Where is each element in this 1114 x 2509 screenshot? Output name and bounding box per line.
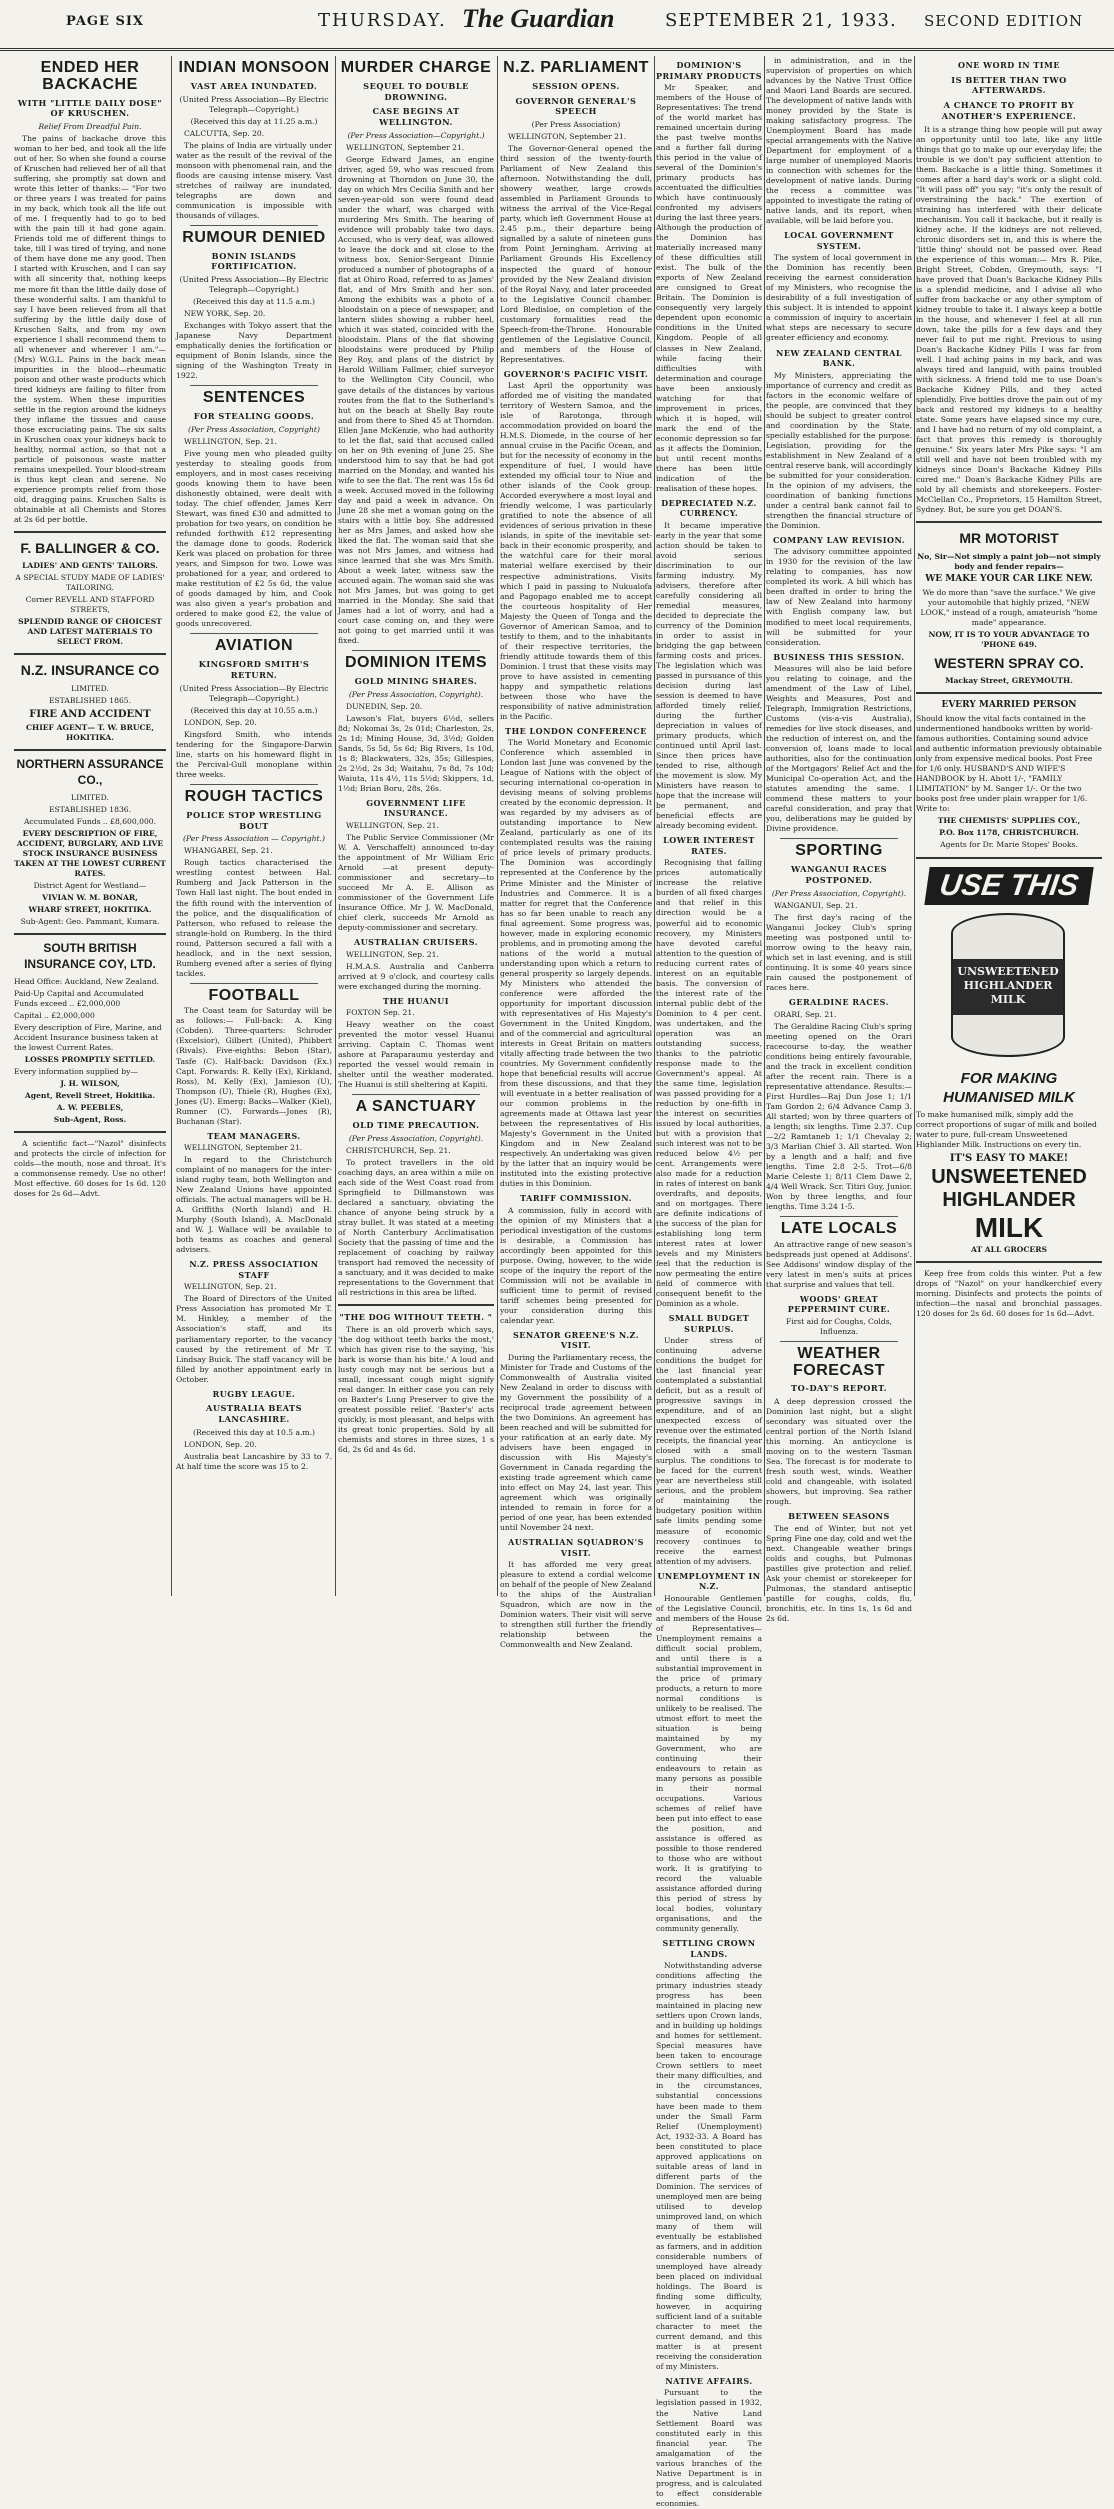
ad-line: CHIEF AGENT— T. W. BRUCE, HOKITIKA. bbox=[25, 723, 154, 743]
subheadline: FOR STEALING GOODS. bbox=[193, 411, 315, 422]
credit-line: (Per Press Association) bbox=[531, 120, 621, 130]
can-label: UNSWEETENED HIGHLANDER MILK bbox=[953, 959, 1063, 1015]
ad-line: WHARF STREET, HOKITIKA. bbox=[28, 905, 152, 914]
dateline: WELLINGTON, Sep. 21. bbox=[184, 437, 277, 447]
ad-line: Sub-Agent, Ross. bbox=[53, 1114, 127, 1124]
subheadline: SESSION OPENS. bbox=[532, 80, 620, 91]
article-body: The advisory committee appointed in 1930 for the revision of the law relating to companies, has now completed its work. A bill which has been drafted in order to bring the law of New Zealand into harmony with English company law, but modified to meet local requirements, will be submitted for your consideration. bbox=[766, 547, 912, 647]
ad-line: Paid-Up Capital and Accumulated Funds exceed .. £2,000,000 bbox=[14, 988, 144, 1008]
subheadline: OLD TIME PRECAUTION. bbox=[352, 1120, 480, 1131]
ad-woods-line: First aid for Coughs, Colds, Influenza. bbox=[785, 1316, 893, 1336]
ad-banner: USE THIS bbox=[924, 867, 1093, 905]
subheadline: GOVERNOR GENERAL'S SPEECH bbox=[515, 95, 637, 117]
ad-nz-insurance bbox=[14, 661, 166, 743]
divider bbox=[338, 1304, 494, 1306]
dateline: WELLINGTON, Sep. 21. bbox=[184, 1282, 277, 1292]
column-5 bbox=[656, 56, 763, 2508]
section-heading: BETWEEN SEASONS bbox=[788, 1511, 890, 1522]
ad-line: NOW, IT IS TO YOUR ADVANTAGE TO 'PHONE 649. bbox=[928, 629, 1090, 649]
dateline: LONDON, Sep. 20. bbox=[184, 717, 257, 727]
section-heading: NATIVE AFFAIRS. bbox=[665, 2375, 753, 2386]
subheadline: KINGSFORD SMITH'S RETURN. bbox=[198, 659, 310, 680]
ad-line: THE CHEMISTS' SUPPLIES COY., bbox=[937, 816, 1081, 826]
ad-line: LOSSES PROMPTLY SETTLED. bbox=[24, 1054, 156, 1064]
article-body: Australia beat Lancashire by 33 to 7. At half time the score was 15 to 2. bbox=[176, 1451, 332, 1471]
article-body: The pains of backache drove this woman to her bed, and took all the life out of her. So when she found a course of Kruschen had relieved her of all that suffering, she promptly sat down and wrote this letter of thanks:— "For two or three years I was treated for pains in my back, which took all the life out of me. I frequently had to go to bed with the pain till it had gone again. Friends told me of different things to take, till I was tired of trying, and none of them have done me any good. Then I started with Kruschen, and I can say with all sincerity that, nothing keeps me more fit than the little daily dose of these wonderful salts. I am thankful to say I have been relieved from all that suffering by the little daily dose of Kruschen Salts, and from my own experience I shall recommend them to all whenever and wherever I am."—(Mrs) W.G.L. Pains in the back mean impurities in the blood—rheumatic poison and other waste products which tired kidneys are failing to filter from the system. When these impurities settle in the region around the kidneys they inflame the tissues and cause those excruciating pains. The six salts in Kruschen coax your kidneys back to healthy, normal action, so that not a particle of poisonous waste matter remains unexpelled. Your blood-stream is thus kept clean and serene. No experience prompts relief from those old, dragging pains. Kruschen Salts is obtainable at all Chemists and Stores at 2s 6d per bottle. bbox=[14, 134, 166, 524]
ad-line: P.O. Box 1178, CHRISTCHURCH. bbox=[939, 828, 1079, 838]
headline-dominion-items: DOMINION ITEMS bbox=[344, 653, 488, 671]
article-body: The system of local government in the Dominion has recently been receiving the earnest consideration of my Ministers, who recognise the desirability of a full investigation of this subject. It is intended to appoint a commission of inquiry to ascertain what steps are necessary to secure greater efficiency and economy. bbox=[766, 253, 912, 343]
article-body: in administration, and in the supervision of properties on which advances by the Native Trust Office and Maori Land Boards are secured. The development of native lands with money provided by the State is making satisfactory progress. The Unemployment Board has made special arrangements with the Native Department for employment of a large number of unemployed Maoris in connection with schemes for the development of native lands. During the recess a committee was appointed to investigate the rating of native lands, and its report, when available, will be laid before you. bbox=[766, 56, 912, 226]
article-body: It became imperative early in the year that some action should be taken to avoid serious discrimination to our farming industry. My advisers, therefore after carefully considering all remedial measures, decided to depreciate the currency of the Dominion in order to assist in bridging the gap between farming costs and prices. The legislation which was passed in pursuance of this decision during last session is deemed to have afforded timely relief, during the further depreciation in values of primary products, which continued until April last. Since then prices have tended to rise, although the movement is slow. My Ministers have reason to hope that the increase will be permanent, and beneficial effects are already becoming evident. bbox=[656, 520, 762, 831]
column-rule bbox=[764, 56, 765, 1596]
article-body: Last April the opportunity was afforded me of visiting the mandated territory of Western Samoa, and the isle of Rarotonga, through accommodation provided on board the H.M.S. Diomede, in the course of her annual cruise in the Pacific Ocean, and but for the necessity of economy in the expenditure of fuel, I would have extended my official tour to Niue and other islands of the Cook group. Accorded everywhere a most loyal and friendly welcome, I was particularly gratified to note the absence of all evidences of serious privation in these islands, in spite of the inevitable set-back in their economic prosperity, and the watchful care for their moral material welfare exercised by their respective administrations. Visits which I paid in passing to Nukualofa and Pagopago enabled me to accept the courteous hospitality of Her Majesty the Queen of Tonga and the Governor of American Samoa, and to testify to them, and to the inhabitants of their respective territories, the friendly attitude towards them of this Dominion. I trust that these visits may prove to have assisted in cementing happy and sympathetic relations between those who have the responsibility of native administration in the Pacific. bbox=[500, 381, 652, 721]
divider bbox=[14, 749, 166, 751]
ad-line: A. W. PEEBLES, bbox=[56, 1102, 124, 1112]
dateline: ORARI, Sep. 21. bbox=[774, 1009, 837, 1019]
section-heading: NEW ZEALAND CENTRAL BANK. bbox=[776, 347, 902, 369]
headline-late-locals: LATE LOCALS bbox=[780, 1219, 898, 1237]
section-heading: THE HUANUI bbox=[383, 995, 449, 1006]
section-heading: ONE WORD IN TIME bbox=[958, 60, 1060, 70]
section-heading: LOWER INTEREST RATES. bbox=[663, 835, 755, 856]
ad-baxters-title: "THE DOG WITHOUT TEETH. " bbox=[339, 1312, 493, 1323]
subheadline: WANGANUI RACES POSTPONED. bbox=[791, 864, 887, 885]
ad-line: Every description of Fire, Marine, and Accident Insurance business taken at the lowest Current Rates. bbox=[14, 1022, 162, 1052]
ad-baxters-body: There is an old proverb which says, 'the dog without teeth barks the most,' which has given rise to the saying, 'his bark is worse than his bite.' A loud and lusty cough may not be serious but a small, incessant cough might signify real danger. In either case you can rely on Baxter's Lung Preserver to give the greatest possible relief. 'Baxter's' acts quickly, is most pleasant, and helps with its great tonic properties. Sold by all chemists and stores in three sizes, 1 s 6d, 2s 6d and 4s 6d. bbox=[338, 1324, 494, 1454]
article-body: The Governor-General opened the third session of the twenty-fourth Parliament of New Zealand this afternoon. Notwithstanding the dull, showery weather, large crowds assembled in Parliament Grounds to witness the arrival of the Vice-Regal party, which left Government House at 2.45 p.m., their departure being signalled by a salute of nineteen guns from Point Jerningham. Arriving at Parliament Grounds His Excellency inspected the guard of honour provided by the New Zealand division of the Royal Navy, and later proceeded to the Legislative Council chamber. Lord Bledisloe, on completion of the customary formalities read the Speech-from-the-Throne. Honourable gentlemen of the Legislative Council, and members of the House of Representatives. bbox=[500, 144, 652, 364]
subheadline: SEQUEL TO DOUBLE DROWNING. bbox=[363, 80, 469, 102]
dateline: WELLINGTON, September 21. bbox=[346, 143, 465, 153]
subheadline: GOLD MINING SHARES. bbox=[354, 675, 478, 686]
headline-rough-tactics: ROUGH TACTICS bbox=[184, 787, 324, 805]
ad-line: Mackay Street, GREYMOUTH. bbox=[945, 676, 1073, 686]
page-number: PAGE SIX bbox=[66, 14, 145, 29]
ad-line: IT'S EASY TO MAKE! bbox=[949, 1153, 1069, 1165]
article-body: The World Monetary and Economic Conference which assembled in London last June was convened by the League of Nations with the object of securing international co-operation in devising means of solving problems created by the economic depression. It was regarded by my advisers as of outstanding importance to New Zealand, particularly as one of its contemplated results was the raising of price levels of primary products. The Dominion was accordingly represented at the Conference by the Prime Minister and the Minister of Industries and Commerce. It is a matter for regret that the Conference has so far been unable to reach any final agreement. Some progress was, however, made in exploring economic problems, and in promoting among the nations of the world a mutual understanding upon which a return to general prosperity so largely depends. My Ministers who attended the conference were afforded the opportunity for important discussion with representatives of His Majesty's Government in the United Kingdom, and of the commercial and agricultural interests in Great Britain on matters vitally affecting trade between the two countries. My Government confidently hope that beneficial results will accrue from these discussions, and that they will eventuate in a better realisation of our common problems in the agreements made at Ottawa last year between the representatives of His Majesty's Government in the United Kingdom and in New Zealand respectively. An undertaking was given by the latter that an inquiry would be instituted into the existing protective duties in this Dominion. bbox=[500, 738, 652, 1188]
column-2 bbox=[176, 56, 332, 1596]
ad-line: Agents for Dr. Marie Stopes' Books. bbox=[940, 840, 1078, 850]
divider bbox=[14, 933, 166, 935]
dateline: NEW YORK, Sep. 20. bbox=[184, 309, 266, 319]
article-body: A commission, fully in accord with the opinion of my Ministers that a periodical investigation of the customs is desirable, a Commission has accordingly been appointed for this purpose. Owing, however, to the wide scope of the inquiry the report of the Commission will not be available in sufficient time to permit of revised tariff schemes being presented for your consideration during this calendar year. bbox=[500, 1205, 652, 1325]
subheadline: BONIN ISLANDS FORTIFICATION. bbox=[211, 250, 297, 272]
ad-line: Head Office: Auckland, New Zealand. bbox=[14, 976, 159, 986]
section-heading: BUSINESS THIS SESSION. bbox=[773, 651, 905, 662]
divider bbox=[190, 784, 318, 785]
dateline: FOXTON Sep. 21. bbox=[346, 1008, 415, 1018]
credit-line: (Per Press Association, Copyright). bbox=[348, 689, 484, 699]
article-body: The plains of India are virtually under water as the result of the revival of the monsoon with phenomenal rain, and the floods are causing intense misery. Vast stretches of railway are inundated, telegraphs are down and communication is impossible with thousands of villages. bbox=[176, 140, 332, 220]
ad-line: ESTABLISHED 1865. bbox=[48, 695, 132, 705]
section-heading: RUGBY LEAGUE. bbox=[212, 1388, 296, 1399]
ad-ballinger bbox=[14, 539, 166, 648]
headline-murder-charge: MURDER CHARGE bbox=[340, 59, 492, 76]
article-body: The Coast team for Saturday will be as follows:— Full-back: A. King (Cobden). Three-quarters: Schroder (Excelsior), Gilbert (United), Phibbert (Rivals). Five-eighths: Bebon (Star), Tasfe (C). Half-back: Davidson (Ex.) Capt. Forwards: R. Kelly (Ex), Kirkland, Ross), M. Kelly (Ex), Jamieson (U), Thompson (U), Thiele (R), Hughes (Ex), Jones (U). Emerg: Backs—Walker (Kiel), Rumner (C). Forwards—Jones (R), Buchanan (Star). bbox=[176, 1006, 332, 1126]
ad-line: HIGHLANDER bbox=[942, 1189, 1076, 1212]
ad-line: Corner REVELL AND STAFFORD STREETS, bbox=[25, 595, 155, 615]
divider bbox=[190, 225, 318, 226]
ad-nazol: A scientific fact—"Nazol" disinfects and protects the circle of infection for colds—the mouth, nose and throat. It's a commonsense remedy. Use no other! Most effective. 60 doses for 1s 6d. 120 doses for 2s 6d—Advt. bbox=[14, 1138, 166, 1198]
section-heading: LOCAL GOVERNMENT SYSTEM. bbox=[784, 230, 894, 251]
ad-line: J. H. WILSON, bbox=[60, 1078, 120, 1088]
article-body: George Edward James, an engine driver, aged 59, who was rescued from drowning at Thorndon on June 30, the day on which Mrs Cecilia Smith and her seven-year-old son were found dead under the wharf, was charged with murdering Mrs Smith. The hearing of evidence will probably take two days. Accused, who is very deaf, was allowed to leave the dock and sit close to the witness box. Senior-Sergeant Dinnie produced a number of photographs of a flat at Ohiro Road, referred to as James' flat, and of Mrs Smith and her son. Among the exhibits was a photo of a bloodstain on a piece of newspaper, and lantern slides showing a rubber heel, which it was stated, coincided with the bloodstain. Plans of the flat showing bloodstains were produced by Philip Bey Roy, and plans of the district by Harold William Fallmer, chief surveyor to the Wellington City Council, who gave details of the distances by various routes from the flat to the Sutherland's hut on the beach at Shelly Bay route and from there to Shed 45 at Thorndon. Ellen Jane McKenzie, who had authority to let the flat, said that accused called on her on 9th evening of June 25. She understood him to say that he had got married on the Monday, and wanted his wife to see the flat. The rent was 15s 6d a week. Accused moved in the following day and paid a week in advance. On June 28 she met a woman going on the stairs with a little boy. She addressed her as Mrs James, and asked how she liked the flat. The woman said that she was not Mrs James, and witness had since learned that she was Mrs Smith. About a week later, witness saw the accused again. The woman said she was not Mrs James, but was going to get married in the Monday. She said that James had a lot of worry, and had a court case coming on, and they were not going to get married until it was fixed. bbox=[338, 155, 494, 645]
dateline: DUNEDIN, Sep. 20. bbox=[346, 701, 423, 711]
column-rule bbox=[497, 56, 498, 1596]
ad-title: MR MOTORIST bbox=[959, 530, 1059, 547]
section-heading: SMALL BUDGET SURPLUS. bbox=[668, 1313, 750, 1334]
subheadline: A CHANCE TO PROFIT BY ANOTHER'S EXPERIENCE. bbox=[941, 100, 1077, 122]
article-body: H.M.A.S. Australia and Canberra arrived at 9 o'clock, and courtesy calls were exchanged during the morning. bbox=[338, 961, 494, 991]
article-body: Notwithstanding adverse conditions affecting the primary industries steady progress has been maintained in placing new settlers upon Crown lands, and in building up holdings and homes for settlement. Special measures have been taken to encourage Crown settlers to meet their many difficulties, and in the circumstances, substantial concessions have been made to them under the Small Farm Relief (Unemployment) Act, 1932-33. A Board has been constituted to place approved applications on suitable areas of land in different parts of the Dominion. The services of unemployed men are being utilised to develop unimproved land, on which many of them will eventually be established as farmers, and in addition considerable numbers of unemployed have already been placed on individual holdings. The Board is finding some difficulty, however, in acquiring sufficient land of a suitable character to meet the current demand, and this matter is at present receiving the consideration of my Ministers. bbox=[656, 1961, 762, 2371]
subheadline: TO-DAY'S REPORT. bbox=[791, 1383, 887, 1394]
ad-line: LADIES' AND GENTS' TAILORS. bbox=[22, 561, 158, 571]
credit-line: (Per Press Association, Copyright) bbox=[188, 425, 320, 435]
ad-line: Every information supplied by— bbox=[14, 1066, 138, 1076]
ad-line: SPLENDID RANGE OF CHOICEST AND LATEST MATERIALS TO SELECT FROM. bbox=[18, 617, 162, 647]
article-body: Heavy weather on the coast prevented the motor vessel Huanui arriving. Captain C. Thomas went ashore at Paraparaumu yesterday and reported the vessel would remain in shelter until the weather moderated. The Huanui is still sheltering at Kapiti. bbox=[338, 1020, 494, 1090]
article-body: Pursuant to the legislation passed in 1932, the Native Land Settlement Board was constituted early in this financial year. The amalgamation of the various branches of the Native Department is in progress, and is calculated to effect considerable economies. bbox=[656, 2388, 762, 2508]
milk-can-icon bbox=[951, 913, 1065, 1057]
dateline: CHRISTCHURCH, Sep. 21. bbox=[346, 1145, 451, 1155]
received-line: (Received this day at 10.5 a.m.) bbox=[192, 1427, 315, 1437]
ad-title: N.Z. INSURANCE CO bbox=[20, 662, 160, 679]
dateline: WANGANUI, Sep. 21. bbox=[774, 900, 858, 910]
column-rule bbox=[335, 56, 336, 1596]
credit-line: (United Press Association—By Electric Telegraph—Copyright.) bbox=[179, 94, 329, 114]
ad-title: SOUTH BRITISH INSURANCE COY, LTD. bbox=[24, 941, 156, 971]
section-heading: SENATOR GREENE'S N.Z. VISIT. bbox=[513, 1329, 639, 1351]
subheadline: POLICE STOP WRESTLING BOUT bbox=[186, 809, 322, 831]
divider bbox=[14, 531, 166, 533]
headline-indian-monsoon: INDIAN MONSOON bbox=[178, 59, 330, 76]
divider bbox=[352, 1094, 480, 1095]
section-heading: COMPANY LAW REVISION. bbox=[772, 534, 906, 545]
subheadline: IS BETTER THAN TWO AFTERWARDS. bbox=[951, 74, 1067, 96]
section-heading: AUSTRALIAN CRUISERS. bbox=[354, 936, 478, 947]
ad-line: EVERY DESCRIPTION OF FIRE, ACCIDENT, BURGLARY, AND LIVE STOCK INSURANCE BUSINESS TAKEN AT THE LOWEST CURRENT RATES. bbox=[14, 828, 166, 878]
section-heading: GOVERNOR'S PACIFIC VISIT. bbox=[503, 368, 649, 379]
ad-line: No, Sir—Not simply a paint job—not simply body and fender repairs— bbox=[917, 551, 1101, 571]
ad-line: FIRE AND ACCIDENT bbox=[29, 708, 151, 720]
ad-line: District Agent for Westland— bbox=[33, 880, 147, 890]
article-body: The Public Service Commissioner (Mr W. A. Verschaffelt) announced to-day the appointment of Mr William Eric Arnold —at present deputy-commissioner and secretary—to succeed Mr A. E. Allison as commissioner of the Government Life Insurance Office. Mr J. W. MacDonald, chief clerk, succeeds Mr Arnold as deputy-commissioner and secretary. bbox=[338, 832, 494, 932]
ad-title: EVERY MARRIED PERSON bbox=[941, 700, 1077, 711]
credit-line: (Per Press Association, Copyright). bbox=[771, 888, 907, 898]
section-heading: GOVERNMENT LIFE INSURANCE. bbox=[366, 797, 466, 819]
ad-line: LIMITED. bbox=[71, 683, 109, 693]
column-3 bbox=[338, 56, 494, 1596]
article-body: Measures will also be laid before you relating to coinage, and the amendment of the Law of Libel, Weights and Measures, Post and Telegraph, Immigration Restrictions, Customs (vis-a-vis Australia), remedies for live stock diseases, and the reduction of interest on, and the conversion of, loans made to local authorities, also for the continuation of the Mortgagors' Relief Act and the Municipal Co-operation Act, and the statutes amending the same. I commend these matters to your careful consideration, and pray that you, deliberations may be guided by Divine providence. bbox=[766, 664, 912, 834]
masthead-day: THURSDAY. bbox=[318, 10, 447, 31]
article-body: Rough tactics characterised the wrestling contest between Hal. Rumberg and Jack Patterson in the Town Hall last night. The bout ended in the fifth round with the intervention of the police, and the disqualification of Patterson, who refused to release the strangle-hold on Rumberg. In the third round, Patterson secured a fall with a headlock, and in the next session, Rumberg evened after a series of flying tackles. bbox=[176, 858, 332, 978]
ad-mr-motorist bbox=[916, 529, 1102, 686]
article-body: During the Parliamentary recess, the Minister for Trade and Customs of the Commonwealth of Australia visited New Zealand in order to discuss with my Government the possibility of a reciprocal trade agreement between the two Dominions. An agreement has been reached and will be submitted for your ratification at an early date. My advisers have been engaged in discussion with His Majesty's Government in Canada regarding the existing trade agreement which came into effect on May 24, last year. This agreement which was originally intended to remain in force for a period of one year, has been extended until November 24 next. bbox=[500, 1352, 652, 1533]
credit-line: (Per Press Association — Copyright.) bbox=[183, 834, 325, 844]
ad-woods-title: WOODS' GREAT PEPPERMINT CURE. bbox=[787, 1293, 891, 1315]
section-heading: DOMINION'S PRIMARY PRODUCTS bbox=[656, 60, 763, 81]
article-body: My Ministers, appreciating the importance of currency and credit as factors in the economic welfare of the people, are convinced that they should be subject to greater control and coordination by the State, specially established for the purpose. Legislation, providing for the establishment in New Zealand of a central reserve bank, will accordingly be submitted for your consideration. In the opinion of my advisers, the coordination of banking functions under a central bank cannot fail to strengthen the financial structure of the Dominion. bbox=[766, 370, 912, 530]
caption: Relief From Dreadful Pain. bbox=[38, 122, 142, 132]
headline-nz-parliament: N.Z. PARLIAMENT bbox=[503, 59, 649, 76]
headline-sporting: SPORTING bbox=[795, 842, 883, 860]
headline-football: FOOTBALL bbox=[208, 986, 300, 1004]
ad-every-married-person bbox=[916, 700, 1102, 850]
dateline: WHANGAREI, Sep. 21. bbox=[184, 846, 273, 856]
ad-line: A SPECIAL STUDY MADE OF LADIES' TAILORING. bbox=[15, 573, 165, 593]
article-body: Five young men who pleaded guilty yesterday to stealing goods from employers, and in most cases receiving goods knowing them to have been dishonestly obtained, were dealt with today. The chief offender, James Kerr Stewart, was fined £30 and admitted to probation for two years, on condition he refunded forthwith £12 representing the damage done to goods. Roderick Kerk was placed on probation for three years, and Simpson for two. Lowe was probationed for a year, and ordered to make restitution of £2 5s 6d, the value of goods damaged by him, and Cook was also given a year's probation and ordered to make good £2, the value of goods unrecovered. bbox=[176, 449, 332, 629]
dateline: WELLINGTON, September 21. bbox=[508, 132, 627, 142]
headline-a-sanctuary: A SANCTUARY bbox=[355, 1098, 477, 1116]
divider bbox=[780, 838, 898, 839]
dateline: LONDON, Sep. 20. bbox=[184, 1439, 257, 1449]
ad-line: MILK bbox=[974, 1212, 1044, 1244]
received-line: (Received this day at 10.55 a.m.) bbox=[190, 705, 318, 715]
article-body: It is a strange thing how people will put away an opportunity until too late, like any little things that go to make up our everyday life; the trouble is we don't pay sufficient attention to them. Backache is a little thing. Sometimes it comes after a hard day's work or a slight cold. "It will pass off" you say; "it's only the result of overstraining the back." The exertion of straining has interfered with their delicate mechanism. You call it backache, but it really is kidney ache. If the kidneys are not relieved, chronic disorders set in, and this is where the 'little thing' should not be passed over. Read the experience of this woman:— Mrs R. Pike, Bright Street, Cobden, Greymouth, says: "I have proved that Doan's Backache Kidney Pills is a splendid medicine, and I advise all who suffer from backache or any other symptom of kidney trouble to take it. I always keep a bottle in the house, and whenever I feel at all run down, take the pills for a few days and they never fail to put me right. Previous to using Doan's Backache Kidney Pills I was far from well. I had aching pains in my back, and was always tired and languid, with pains troubled with sickness. A friend told me to use Doan's Backache Kidney Pills, and they acted splendidly. Five bottles drove the pain out of my back and restored my kidneys to a healthy state. Some years have elapsed since my cure, and I have had no return of my old complaint, a fact that proves this remedy is thoroughly genuine." Six years later Mrs Pike says: "I am still well and have not been troubled with my kidneys since Doan's Backache Kidney Pills cured me." Doan's Backache Kidney Pills are sold by all chemists and storekeepers. Foster-McClellan Co., Proprietors, 15 Hamilton Street, Sydney. But, be sure you get DOAN'S. bbox=[916, 124, 1102, 515]
subheadline: VAST AREA INUNDATED. bbox=[190, 80, 318, 91]
section-heading: TEAM MANAGERS. bbox=[207, 1130, 301, 1141]
divider bbox=[916, 857, 1102, 859]
article-body: To protect travellers in the old coaching days, an area within a mile on each side of the West Coast road from Springfield to Dillmanstown was declared a sanctuary, obviating the chance of anyone being struck by a stray bullet. It was stated at a meeting of North Canterbury Acclimatisation Society that the passing of time and the replacement of coaching by railway transport had removed the necessity of a sanctuary, and it was decided to make representations to the Government that all restrictions in this area be lifted. bbox=[338, 1157, 494, 1298]
milk-can-illustration bbox=[921, 865, 1097, 1065]
headline-rumour-denied: RUMOUR DENIED bbox=[182, 228, 326, 246]
article-body: Kingsford Smith, who intends tendering for the Singapore-Darwin line, starts on his homeward flight in the Percival-Gull monoplane within three weeks. bbox=[176, 729, 332, 779]
ad-south-british bbox=[14, 941, 166, 1125]
column-6 bbox=[766, 56, 912, 1624]
divider bbox=[916, 1261, 1102, 1263]
ad-line: Sub-Agent: Geo. Pammant, Kumara. bbox=[20, 917, 160, 927]
ad-line: We do more than "save the surface." We give your automobile that highly prized, "NEW LOOK," instead of a rough, amateurish "home made" appearance. bbox=[920, 587, 1098, 627]
divider bbox=[14, 653, 166, 655]
edition-label: SECOND EDITION bbox=[924, 12, 1084, 30]
divider bbox=[190, 983, 318, 984]
ad-line: Capital .. £2,000,000 bbox=[14, 1010, 95, 1020]
column-7 bbox=[916, 56, 1102, 1596]
article-body: The end of Winter, but not yet Spring Fine one day, cold and wet the next. Changeable weather brings colds and coughs, but Pulmonas pastilles give protection and relief. Ask your chemist or storekeeper for Pulmonas, the standard antiseptic pastille for coughs, colds, flu, bronchitis, etc. In tins 1s, 1s 6d and 2s 6d. bbox=[766, 1523, 912, 1624]
ad-northern-assurance bbox=[14, 757, 166, 927]
subheadline: AUSTRALIA BEATS LANCASHIRE. bbox=[205, 1403, 302, 1424]
masthead bbox=[0, 0, 1114, 51]
ad-line: Should know the vital facts contained in the undermentioned handbooks written by world-famous authorities. Containing sound advice and authentic information previously obtainable only from expensive medical books. Post Free for 1/6 only. HUSBAND'S AND WIFE'S HANDBOOK by H. Abott 1/-, "FAMILY LIMITATION" by M. Sanger 1/-. Or the two books post free under plain wrapper for 1/6. Write to: bbox=[916, 714, 1102, 814]
ad-line: Accumulated Funds .. £8,600,000. bbox=[23, 816, 157, 826]
article-body: Mr Speaker, and members of the House of Representatives: The trend of the world market has remained uncertain during the past twelve months and a further fall during this period in the value of several of the Dominion's primary products has accentuated the difficulties which have continuously confronted my advisers during the last three years. Although the production of the Dominion has materially increased many of these difficulties still exist. The bulk of the exports of New Zealand are consigned to Great Britain. The Dominion is consequently very largely dependent upon economic conditions in the United Kingdom. People of all classes in New Zealand, while facing their difficulties with determination and courage have been anxiously watching for that improvement in prices, which it is hoped, will mark the end of the economic depression so far as it affects the Dominion, but until recent months there has been little indication of the realisation of these hopes. bbox=[656, 83, 762, 493]
column-rule bbox=[654, 56, 655, 1596]
dateline: WELLINGTON, Sep. 21. bbox=[346, 820, 439, 830]
section-heading: N.Z. PRESS ASSOCIATION STAFF bbox=[189, 1259, 319, 1280]
dateline: WELLINGTON, Sep. 21. bbox=[346, 949, 439, 959]
article-body: The Board of Directors of the United Press Association has promoted Mr T. M. Hinkley, a member of the Association's staff, and its parliamentary reporter, to the vacancy caused by the retirement of Mr T. Lindsay Buick. The staff vacancy will be filled by another appointment early in October. bbox=[176, 1294, 332, 1384]
ad-line: Agent, Revell Street, Hokitika. bbox=[24, 1090, 156, 1100]
article-body: A deep depression crossed the Dominion last night, but a slight secondary was situated over the central portion of the North Island this morning. An anticyclone is moving on to the western Tasman Sea. The forecast is for moderate to fresh south west, winds. Weather cold and changeable, with isolated showers, but improving. Sea rather rough. bbox=[766, 1397, 912, 1507]
article-body: The Geraldine Racing Club's spring meeting opened on the Orari racecourse to-day, the weather conditions being entirely favourable, and the track in excellent condition after the recent rain. There is a representative attendance. Results:— First Hurdles—Raj Dun Jose 1; 1/1 Tam Gordon 2; 6/4 Advance Camp 3. All started; won by three quarters of a length; six lengths. Time 2.37. Cup—2/2 Ramtaneb 1; 1/1 Chevalay 2; 3/3 Marlian Chief 3. All started. Won by a length and a half; and five lengths. Time 2.8 2-5. Trot—6/8 Marie Celeste 1; 8/11 Clem Dawe 2, 4/4 Well Wrack. Scr. Titiri Guy, Junior. Won by three lengths, and four lengths. Time 3.24 1-5. bbox=[766, 1021, 912, 1211]
ad-nazol: Keep free from colds this winter. Put a few drops of "Nazol" on your handkerchief every morning. Disinfects and protects the points of infection—the nasal and bronchial passages. 120 doses for 2s 6d. 60 doses for 1s 6d—Advt. bbox=[916, 1268, 1102, 1318]
headline-aviation: AVIATION bbox=[214, 637, 294, 655]
article-body: Recognising that falling prices automatically increase the relative burden of all fixed charges and that relief in this direction would be a powerful aid to economic recovery, my Ministers have devoted careful attention to the question of reducing current rates of interest on an equitable basis. The conversion of the interest rate of the internal public debt of the Dominion to 4 per cent. was undertaken, and the operation was an outstanding success, thanks to the patriotic response made to the Government's appeal. At the same time, legislation was passed providing for a reduction by one-fifth in the interest on securities issued by local authorities, but with a provision that such interest was not to be reduced below 4½ per cent. Arrangements were also made for a reduction in rates of interest on bank overdrafts, and deposits, and on mortgages. There are definite indications of the success of the plan for establishing long term interest rates at lower levels and my Ministers feel that the reduction is now permeating the entire field of commerce with consequent benefit to the Dominion as a whole. bbox=[656, 858, 762, 1309]
ad-line: AT ALL GROCERS bbox=[970, 1244, 1048, 1254]
headline-sentences: SENTENCES bbox=[202, 389, 306, 407]
ad-line: To make humanised milk, simply add the correct proportions of sugar of milk and boiled water to pure, full-cream Unsweetened Highlander Milk. Instructions on every tin. bbox=[916, 1110, 1097, 1150]
divider bbox=[352, 650, 480, 651]
divider bbox=[190, 385, 318, 386]
headline-weather-forecast: WEATHER FORECAST bbox=[793, 1344, 885, 1379]
credit-line: (Per Press Association, Copyright). bbox=[348, 1133, 484, 1143]
article-body: Under stress of continuing adverse conditions the budget for the last financial year contemplated a substantial deficit, but as a result of progressive savings in expenditure, and of an unexpected excess of revenue over the estimated receipts, the financial year closed with a small surplus. The conditions to be faced for the current year are nevertheless still serious, and the problem of maintaining the budgetary position within safe limits pending some measure of economic recovery continues to receive the earnest attention of my advisers. bbox=[656, 1336, 762, 1566]
credit-line: (United Press Association—By Electric Telegraph—Copyright.) bbox=[179, 275, 329, 295]
section-heading: GERALDINE RACES. bbox=[789, 996, 889, 1007]
subheadline: CASE BEGINS AT WELLINGTON. bbox=[372, 106, 460, 128]
article-body: Exchanges with Tokyo assert that the Japanese Navy Department emphatically denies the fortification or equipment of Bonin Islands, since the signing of the Washington Treaty in 1922. bbox=[176, 321, 332, 381]
ad-line: VIVIAN W. M. BONAR, bbox=[42, 892, 138, 902]
masthead-date: SEPTEMBER 21, 1933. bbox=[665, 10, 897, 31]
section-heading: DEPRECIATED N.Z. CURRENCY. bbox=[661, 497, 757, 519]
column-rule bbox=[914, 56, 915, 1596]
ad-line: ESTABLISHED 1836. bbox=[48, 804, 132, 814]
credit-line: (Per Press Association—Copyright.) bbox=[347, 131, 485, 141]
dateline: CALCUTTA, Sep. 20. bbox=[184, 128, 265, 138]
ad-line: UNSWEETENED bbox=[931, 1166, 1087, 1189]
ad-line: WE MAKE YOUR CAR LIKE NEW. bbox=[925, 573, 1093, 584]
article-body: Lawson's Flat, buyers 6½d, sellers 8d; Nokomai 3s, 2s 01d; Charleston, 2s, 2s 1d; Mining House, 3d, 3½d; Golden Sands, 5s 5d, 5s 6d; Big Rivers, 1s 10d, 1s 8; Blackwaters, 32s, 35s; Gillespies, 2s 2½d, 2s 3d; Waitahu, 7s 8d, 7s 10d; Waiuta, 11s 4½, 11s 5½d; Skippers, 1d, 1½d; Brian Boru, 28s, 26s. bbox=[338, 713, 494, 793]
subheadline: WITH "LITTLE DAILY DOSE" OF KRUSCHEN. bbox=[17, 97, 163, 119]
article-body: In regard to the Christchurch complaint of no managers for the inter-island rugby team, both Wellington and New Zealand Unions have appointed officials. The actual managers will be H. A. Griffiths (North Island) and H. Murphy (South Island), A. MacDonald and W. J. Wallace will be available to both teams as coaches and general advisers. bbox=[176, 1155, 332, 1255]
ad-title: F. BALLINGER & CO. bbox=[20, 539, 160, 556]
newspaper-title: The Guardian bbox=[462, 4, 615, 33]
credit-line: (United Press Association—By Electric Telegraph—Copyright.) bbox=[179, 683, 329, 703]
section-heading: AUSTRALIAN SQUADRON'S VISIT. bbox=[508, 1537, 644, 1558]
column-rule bbox=[171, 56, 172, 1596]
divider bbox=[780, 1341, 898, 1342]
ad-line: LIMITED. bbox=[71, 792, 109, 802]
section-heading: UNEMPLOYMENT IN N.Z. bbox=[657, 1570, 761, 1592]
column-4 bbox=[500, 56, 652, 1650]
section-heading: THE LONDON CONFERENCE bbox=[505, 725, 647, 736]
article-body: It has afforded me very great pleasure to extend a cordial welcome on behalf of the people of New Zealand to the ships of the Australian Squadron, which are now in the Dominion waters. Their visit will serve to strengthen still further the friendly relationship between the Commonwealth and New Zealand. bbox=[500, 1560, 652, 1650]
ad-title: NORTHERN ASSURANCE CO., bbox=[16, 757, 164, 788]
ad-title: WESTERN SPRAY CO. bbox=[934, 654, 1084, 671]
divider bbox=[916, 521, 1102, 523]
ad-line: FOR MAKING HUMANISED MILK bbox=[943, 1069, 1075, 1107]
divider bbox=[190, 633, 318, 634]
article-body: An attractive range of new season's bedspreads just opened at Addisons'. See Addisons' window display of the very latest in men's suits at prices that surprise and values that tell. bbox=[766, 1239, 912, 1289]
dateline: WELLINGTON, September 21. bbox=[184, 1143, 303, 1153]
divider bbox=[780, 1216, 898, 1217]
section-heading: SETTLING CROWN LANDS. bbox=[662, 1938, 756, 1959]
headline-ended-her-backache: ENDED HER BACKACHE bbox=[40, 59, 140, 93]
section-heading: TARIFF COMMISSION. bbox=[520, 1192, 632, 1203]
ad-highlander-milk bbox=[916, 865, 1102, 1255]
divider bbox=[916, 692, 1102, 694]
column-1 bbox=[14, 56, 166, 1596]
article-body: The first day's racing of the Wanganui Jockey Club's spring meeting was postponed until to-morrow owing to the heavy rain, which set in last evening, and is still continuing. It is some 40 years since rain caused the postponement of races here. bbox=[766, 912, 912, 992]
received-line: (Received this day at 11.5 a.m.) bbox=[192, 297, 315, 307]
received-line: (Received this day at 11.25 a.m.) bbox=[190, 116, 318, 126]
divider bbox=[14, 1131, 166, 1133]
article-body: Honourable Gentlemen of the Legislative Council, and members of the House of Representatives—Unemployment remains a difficult social problem, and until there is a substantial improvement in the price of primary products, a return to more normal conditions is unlikely to be realised. The utmost effort to meet the situation is being maintained by my Government, who are continuing their endeavours to retain as many persons as possible in their normal occupations. Various schemes of relief have been put into effect to ease the position, and assistance is offered as possible to those rendered to those who are without work. It is gratifying to record the valuable assistance afforded during this period of stress by local bodies, voluntary organisations, and the community generally. bbox=[656, 1593, 762, 1934]
